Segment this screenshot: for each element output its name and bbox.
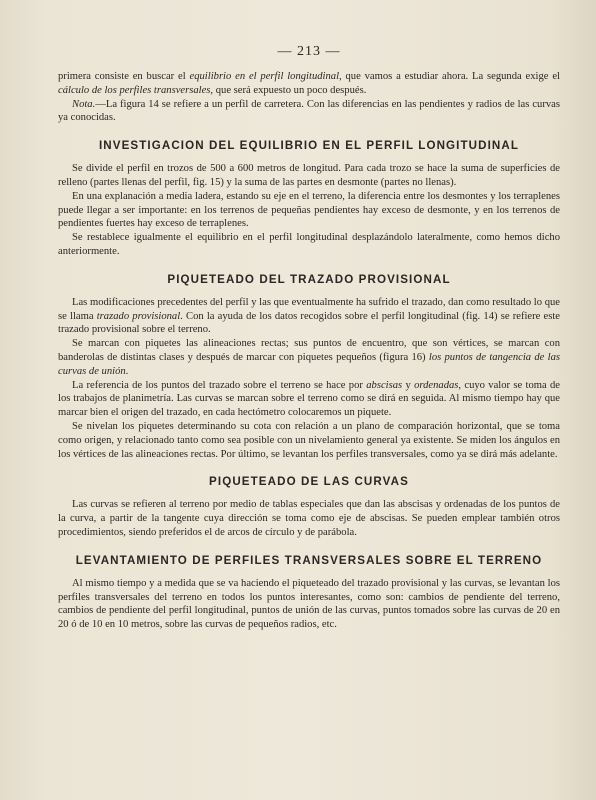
paragraph	[58, 577, 560, 632]
text-run: y	[402, 379, 415, 391]
paragraph	[58, 379, 560, 420]
text-run: Se nivelan los piquetes determinando su cota con relación a un plano de comparación horizontal, que se toma como origen, y relacionado tanto como sea posible con un nivelamiento general ya existente. Se miden los ángulos en los vértices de las alineaciones rectas. Por último, se levantan los perfiles transversales, como ya se dirá más adelante.	[58, 420, 560, 460]
paragraph	[58, 98, 560, 126]
paragraph	[58, 420, 560, 461]
section-heading: PIQUETEADO DE LAS CURVAS	[209, 475, 409, 489]
text-run: , que vamos a estudiar ahora. La segunda exige el	[339, 71, 560, 82]
paragraph	[58, 498, 560, 539]
italic-text: abscisas	[366, 379, 403, 391]
text-run: . Con la ayuda de los datos recogidos sobre el perfil longitudinal (fig. 14) se refiere este trazado provisional sobre el terreno.	[58, 310, 560, 336]
text-run: Las curvas se refieren al terreno por medio de tablas especiales que dan las abscisas y ordenadas de los puntos de la curva, a partir de la tangente cuya dirección se toma como eje de abscisas. Se pueden emplear también otros procedimientos, siendo preferidos el de arcos de círculo y de parábola.	[58, 499, 560, 538]
text-run: Se restablece igualmente el equilibrio en el perfil longitudinal desplazándolo lateralmente, como hemos dicho anteriormente.	[58, 232, 560, 257]
paragraph	[58, 70, 560, 98]
text-run: Las modificaciones precedentes del perfil y las que eventualmente ha sufrido el trazado, dan como resultado lo que se llama	[58, 296, 560, 322]
text-run: primera consiste en buscar el	[58, 71, 190, 82]
text-run: Se marcan con piquetes las alineaciones rectas; sus puntos de encuentro, que son vértices, se marcan con banderolas de distintas clases y después de marcar con piquetes pequeños (figura 16)	[58, 338, 560, 363]
italic-text: cálculo de los perfiles transversales	[58, 84, 211, 96]
sections-container	[58, 139, 560, 632]
text-run: —La figura 14 se refiere a un perfil de carretera. Con las diferencias en las pendientes y radios de las curvas ya conocidas.	[58, 98, 560, 124]
italic-text: equilibrio en el perfil longitudinal	[189, 71, 340, 82]
italic-text: trazado provisional	[96, 310, 181, 322]
text-run: Se divide el perfil en trozos de 500 a 600 metros de longitud. Para cada trozo se hace la suma de superficies de relleno (partes llenas del perfil, fig. 15) y la suma de las partes en desmonte (partes no llenas).	[58, 163, 560, 188]
section-heading: LEVANTAMIENTO DE PERFILES TRANSVERSALES SOBRE EL TERRENO	[75, 553, 543, 567]
paragraph	[58, 337, 560, 378]
text-run: La referencia de los puntos del trazado sobre el terreno se hace por	[72, 379, 367, 391]
paragraph	[58, 296, 560, 337]
text-run: , cuyo valor se toma de los trabajos de planimetría. Las curvas se marcan sobre el terreno como se dirá en seguida. Al mismo tiempo hay que marcar bien el origen del trazado, en cada hectómetro colocaremos un piquete.	[58, 379, 560, 419]
section-heading: PIQUETEADO DEL TRAZADO PROVISIONAL	[167, 272, 451, 286]
paragraph	[58, 162, 560, 190]
section-heading: INVESTIGACION DEL EQUILIBRIO EN EL PERFIL LONGITUDINAL	[98, 139, 520, 153]
italic-text: ordenadas	[414, 379, 459, 391]
italic-text: Nota.	[72, 98, 96, 110]
text-run: Al mismo tiempo y a medida que se va haciendo el piqueteado del trazado provisional y las curvas, se levantan los perfiles transversales del terreno en todos los puntos interesantes, como son: cambios de pendiente del terreno, cambios de pendiente del perfil longitudinal, puntos de unión de las curvas, puntos tomados sobre las curvas de 20 en 20 ó de 10 en 10 metros, sobre las curvas de pequeños radios, etc.	[58, 577, 560, 631]
italic-text: los puntos de tangencia de las curvas de unión	[58, 351, 561, 377]
paragraph	[58, 190, 560, 231]
text-run: .	[125, 365, 129, 377]
paragraph	[58, 231, 560, 259]
text-run: , que será expuesto un poco después.	[210, 84, 367, 96]
intro-text	[58, 70, 560, 125]
page-number: — 213 —	[277, 44, 341, 59]
text-run: En una explanación a media ladera, estando su eje en el terreno, la diferencia entre los desmontes y los terraplenes puede llegar a ser importante: en los terrenos de pequeñas pendientes hay exceso de desmonte, y en los terrenos de pendientes fuertes hay exceso de terraplenes.	[58, 190, 560, 230]
